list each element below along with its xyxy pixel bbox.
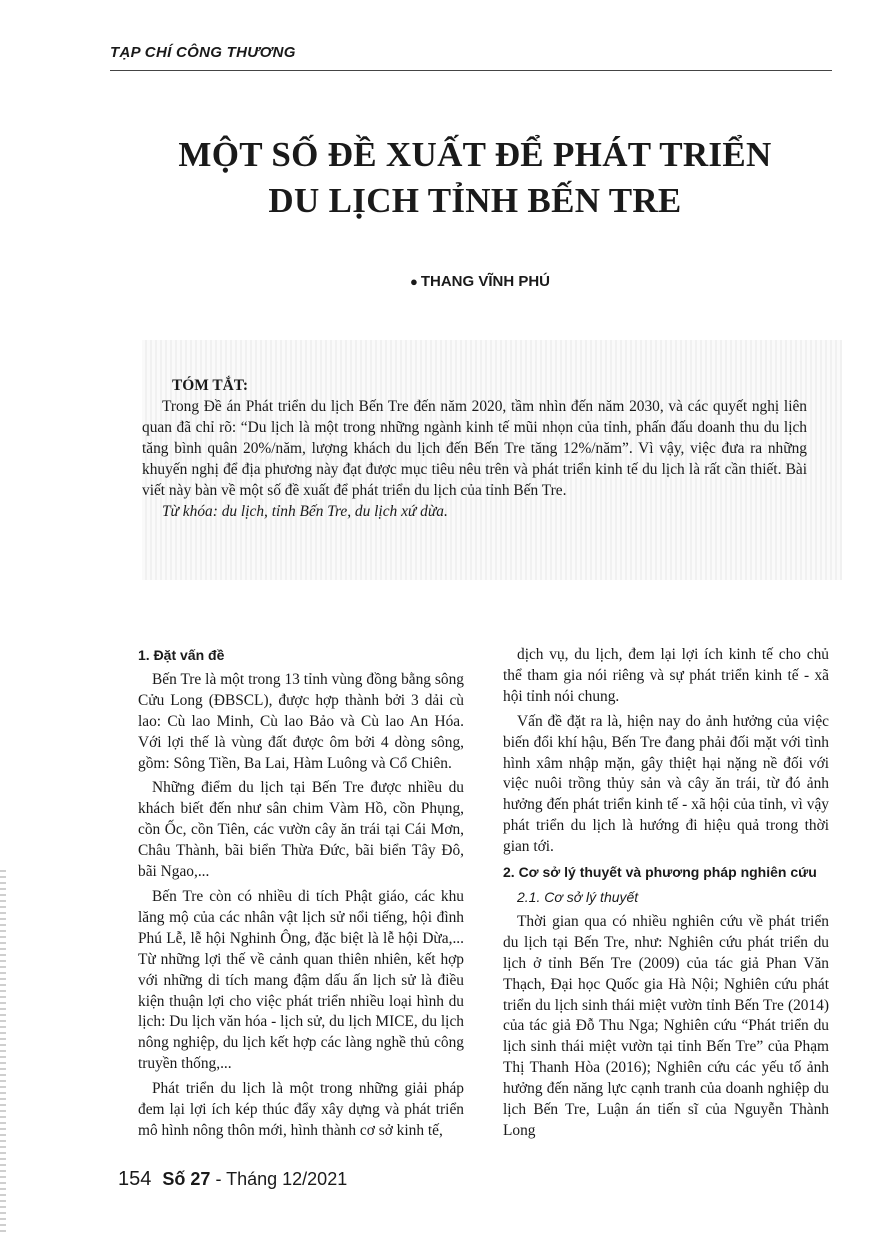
header-rule xyxy=(110,70,832,71)
paragraph: Bến Tre là một trong 13 tỉnh vùng đồng bằng sông Cửu Long (ĐBSCL), được hợp thành bởi 3 dải cù lao: Cù lao Minh, Cù lao Bảo và Cù lao An Hóa. Với lợi thế là vùng đất được ôm bởi 4 dòng sông, gồm: Sông Tiền, Ba Lai, Hàm Luông và Cổ Chiên. xyxy=(138,670,464,772)
paragraph: dịch vụ, du lịch, đem lại lợi ích kinh tế cho chủ thể tham gia nói riêng và sự phát triển kinh tế - xã hội tỉnh nói chung. xyxy=(503,646,829,705)
bullet-icon: ● xyxy=(409,274,418,289)
page-footer xyxy=(118,1168,347,1191)
keywords: Từ khóa: du lịch, tỉnh Bến Tre, du lịch xứ dừa. xyxy=(162,503,448,520)
title-line-2: DU LỊCH TỈNH BẾN TRE xyxy=(268,181,682,220)
article-title xyxy=(120,132,830,224)
left-column xyxy=(138,645,464,1146)
paragraph: Thời gian qua có nhiều nghiên cứu về phát triển du lịch tại Bến Tre, như: Nghiên cứu phát triển du lịch ở tỉnh Bến Tre (2009) của tác giả Phan Văn Thạch, Đại học Quốc gia Hà Nội; Nghiên cứu phát triển du lịch sinh thái miệt vườn tỉnh Bến Tre (2014) của tác giả Đỗ Thu Nga; Nghiên cứu “Phát triển du lịch sinh thái miệt vườn tại tỉnh Bến Tre” của Phạm Thị Thanh Hòa (2016); Nghiên cứu các yếu tố ảnh hưởng đến năng lực cạnh tranh của doanh nghiệp du lịch Bến Tre, Luận án tiến sĩ của Nguyễn Thành Long xyxy=(503,912,829,1139)
issue-number: Số 27 xyxy=(162,1169,211,1189)
abstract-body: Trong Đề án Phát triển du lịch Bến Tre đến năm 2020, tầm nhìn đến năm 2030, và các quyết nghị liên quan đã chỉ rõ: “Du lịch là một trong những ngành kinh tế mũi nhọn của tỉnh, phấn đấu doanh thu du lịch tăng bình quân 20%/năm, lượng khách du lịch đến Bến Tre tăng 12%/năm”. Vì vậy, việc đưa ra những khuyến nghị để địa phương này đạt được mục tiêu nêu trên và phát triển kinh tế du lịch là rất cần thiết. Bài viết này bàn về một số đề xuất để phát triển du lịch của tỉnh Bến Tre. xyxy=(142,398,807,499)
section-heading-1: 1. Đặt vấn đề xyxy=(138,647,225,663)
paragraph: Phát triển du lịch là một trong những giải pháp đem lại lợi ích kép thúc đẩy xây dựng và phát triển mô hình nông thôn mới, hình thành cơ sở kinh tế, xyxy=(138,1080,464,1139)
abstract xyxy=(142,375,807,522)
scan-edge-artifact xyxy=(0,870,6,1235)
title-line-1: MỘT SỐ ĐỀ XUẤT ĐỂ PHÁT TRIỂN xyxy=(178,135,772,174)
paragraph: Bến Tre còn có nhiều di tích Phật giáo, các khu lăng mộ của các nhân vật lịch sử nổi tiếng, hội đình Phú Lễ, lễ hội Nghinh Ông, đặc biệt là lễ hội Dừa,... Từ những lợi thế về cảnh quan thiên nhiên, kết hợp với những di tích mang đậm dấu ấn lịch sử là điều kiện thuận lợi cho việc phát triển nhiều loại hình du lịch: Du lịch văn hóa - lịch sử, du lịch MICE, du lịch nông nghiệp, du lịch kết hợp các làng nghề thủ công truyền thống,... xyxy=(138,887,464,1073)
issue-date: - Tháng 12/2021 xyxy=(215,1169,348,1189)
paragraph: Vấn đề đặt ra là, hiện nay do ảnh hưởng của việc biến đổi khí hậu, Bến Tre đang phải đối mặt với tình hình xâm nhập mặn, gây thiệt hại nặng nề đối với việc nuôi trồng thủy sản và cây ăn trái, từ đó ảnh hưởng đến phát triển kinh tế - xã hội của tỉnh, vì vậy phát triển du lịch là hướng đi hiệu quả trong thời gian tới. xyxy=(503,712,829,856)
abstract-heading: TÓM TẮT: xyxy=(172,377,248,394)
author-byline xyxy=(300,273,660,290)
subsection-heading: 2.1. Cơ sở lý thuyết xyxy=(517,888,639,905)
page-number: 154 xyxy=(118,1168,152,1190)
section-heading-2: 2. Cơ sở lý thuyết và phương pháp nghiên cứu xyxy=(503,864,817,881)
paragraph: Những điểm du lịch tại Bến Tre được nhiều du khách biết đến như sân chim Vàm Hồ, cồn Phụng, cồn Ốc, cồn Tiên, các vườn cây ăn trái tại Cái Mơn, Châu Thành, bãi biển Thừa Đức, bãi biển Tây Đô, bãi Ngao,... xyxy=(138,779,464,881)
journal-header: TẠP CHÍ CÔNG THƯƠNG xyxy=(110,44,296,61)
author-name: THANG VĨNH PHÚ xyxy=(420,273,551,290)
right-column xyxy=(503,645,829,1146)
